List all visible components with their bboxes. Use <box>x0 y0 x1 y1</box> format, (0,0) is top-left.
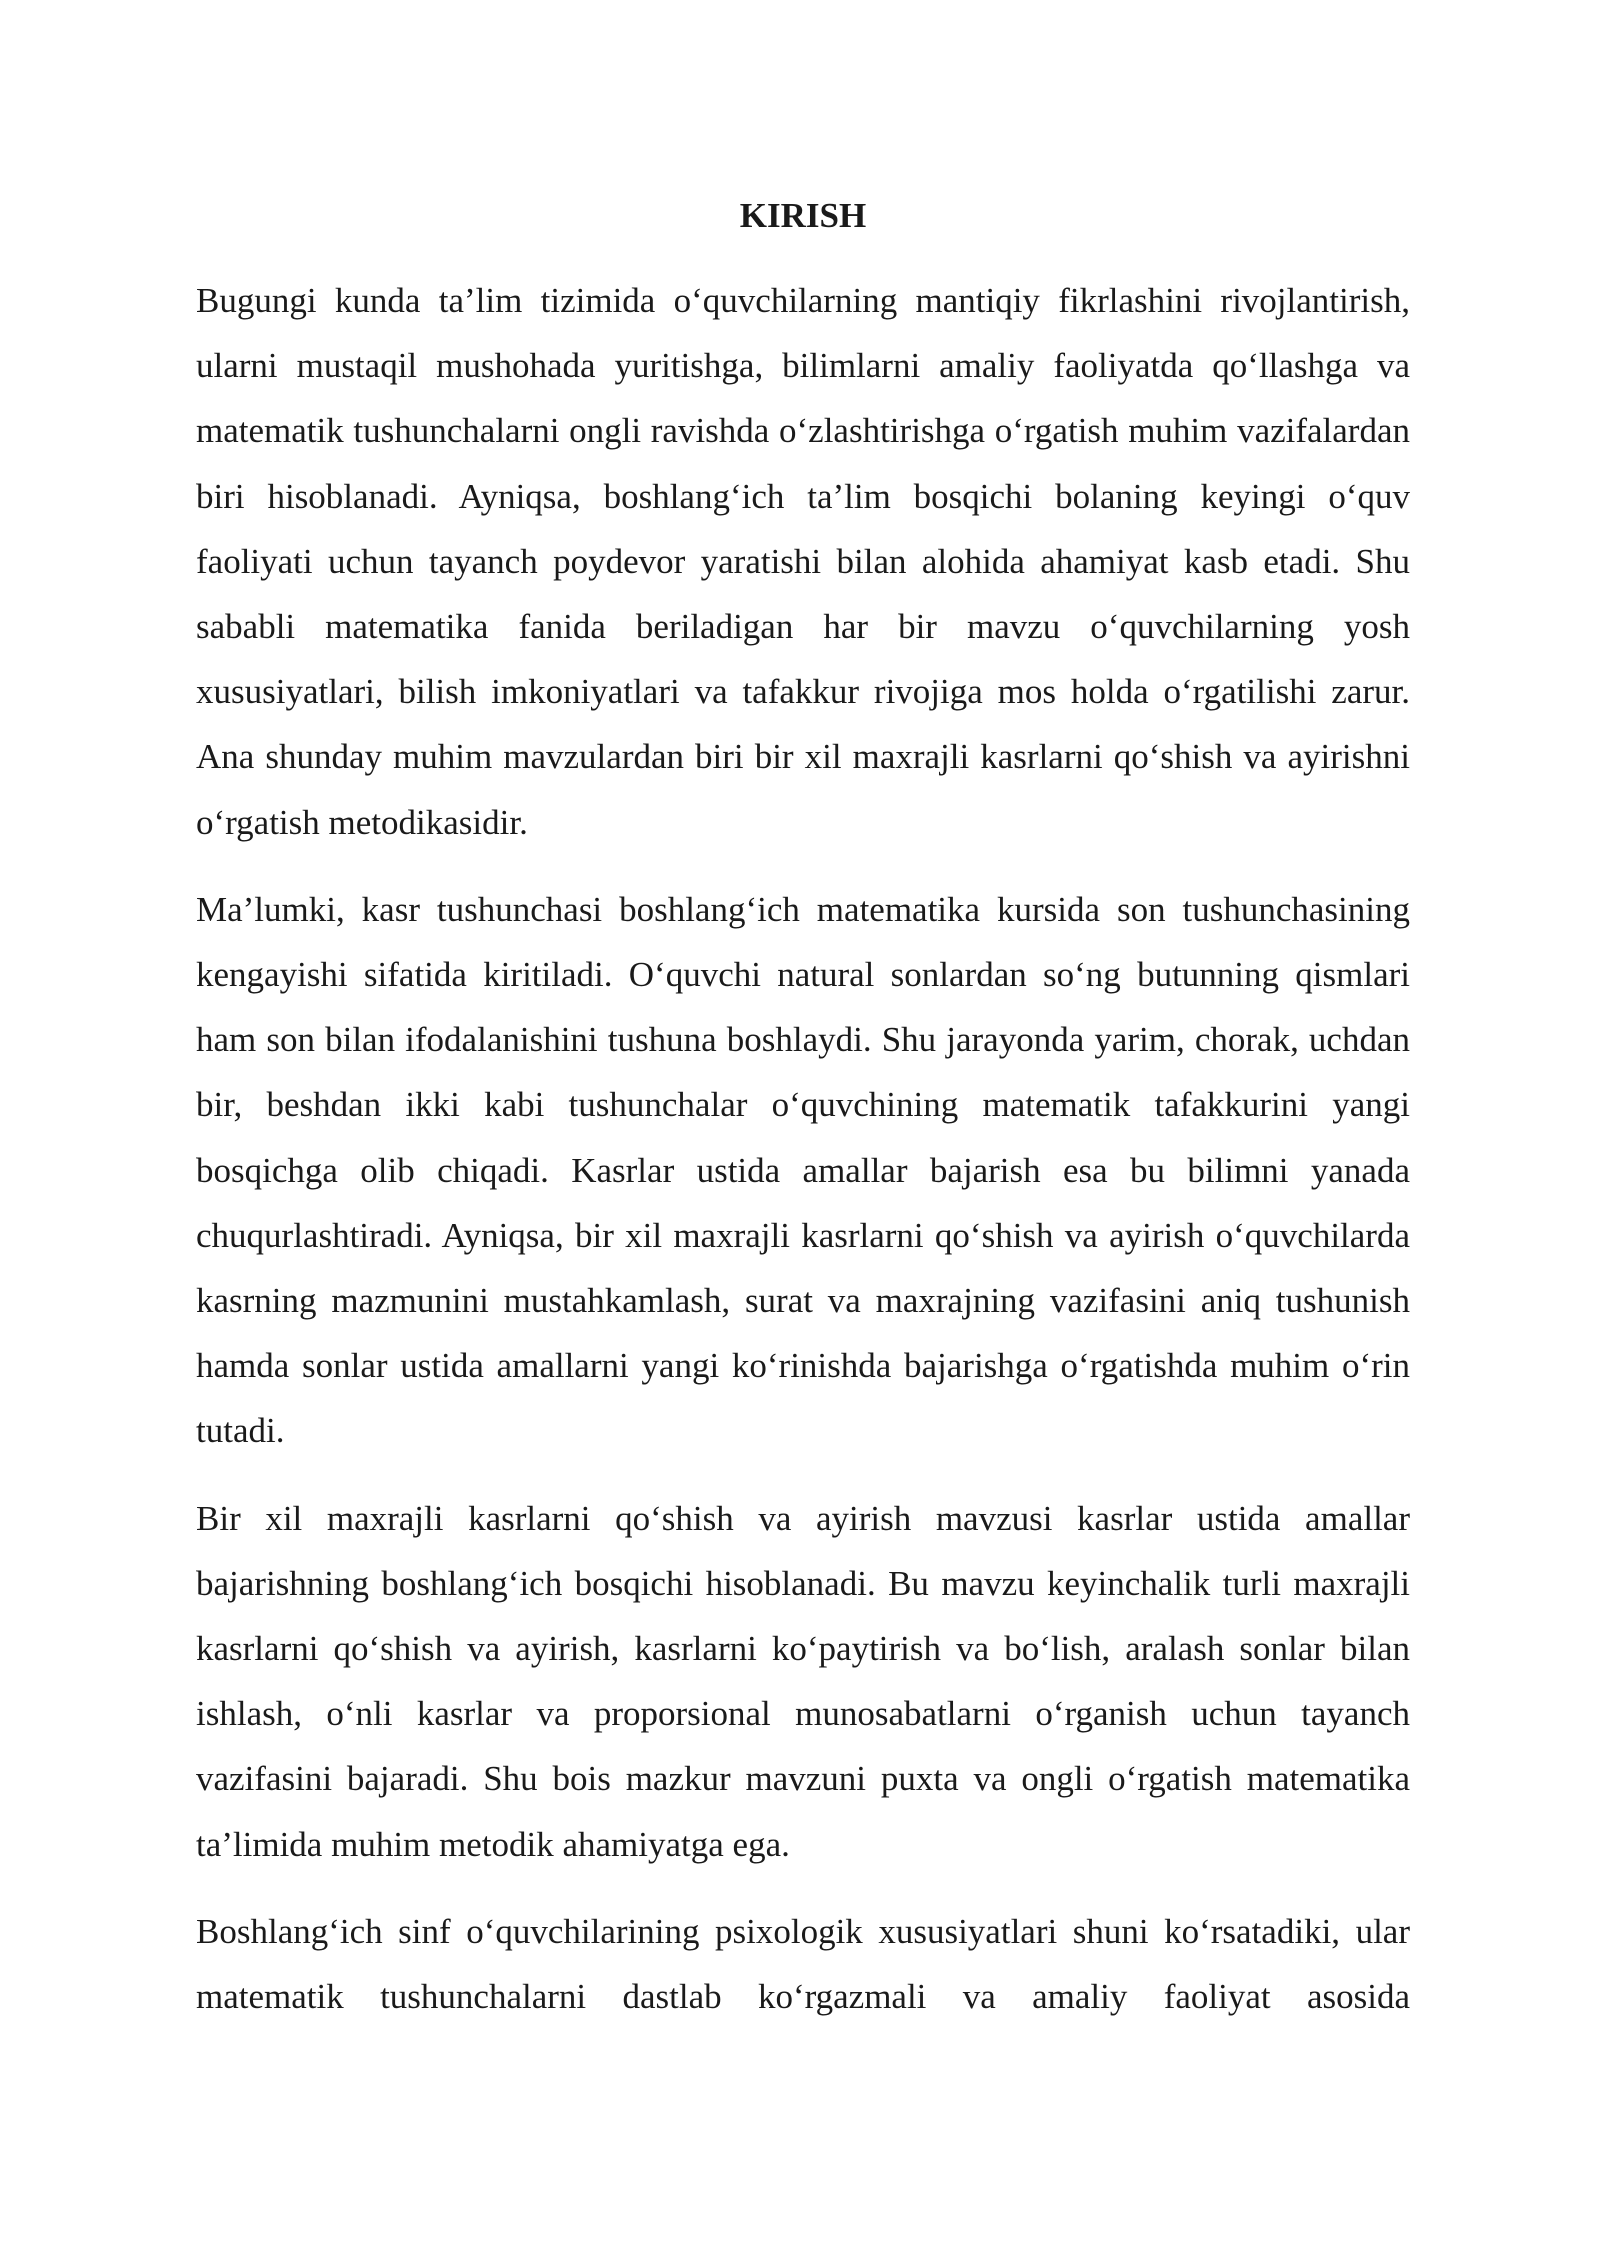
document-body <box>196 190 1410 2029</box>
paragraph-1: Bugungi kunda ta’lim tizimida o‘quvchilarning mantiqiy fikrlashini rivojlantirish, ularni mustaqil mushohada yuritishga, bilimlarni amaliy faoliyatda qo‘llashga va matematik tushunchalarni ongli ravishda o‘zlashtirishga o‘rgatish muhim vazifalardan biri hisoblanadi. Ayniqsa, boshlang‘ich ta’lim bosqichi bolaning keyingi o‘quv faoliyati uchun tayanch poydevor yaratishi bilan alohida ahamiyat kasb etadi. Shu sababli matematika fanida beriladigan har bir mavzu o‘quvchilarning yosh xususiyatlari, bilish imkoniyatlari va tafakkur rivojiga mos holda o‘rgatilishi zarur. Ana shunday muhim mavzulardan biri bir xil maxrajli kasrlarni qo‘shish va ayirishni o‘rgatish metodikasidir. <box>196 281 1410 842</box>
paragraph-4: Boshlang‘ich sinf o‘quvchilarining psixologik xususiyatlari shuni ko‘rsatadiki, ular matematik tushunchalarni dastlab ko‘rgazmali va amaliy faoliyat asosida <box>196 1911 1410 2017</box>
page-title: KIRISH <box>739 196 867 235</box>
paragraph-3: Bir xil maxrajli kasrlarni qo‘shish va ayirish mavzusi kasrlar ustida amallar bajarishning boshlang‘ich bosqichi hisoblanadi. Bu mavzu keyinchalik turli maxrajli kasrlarni qo‘shish va ayirish, kasrlarni ko‘paytirish va bo‘lish, aralash sonlar bilan ishlash, o‘nli kasrlar va proporsional munosabatlarni o‘rganish uchun tayanch vazifasini bajaradi. Shu bois mazkur mavzuni puxta va ongli o‘rgatish matematika ta’limida muhim metodik ahamiyatga ega. <box>196 1498 1410 1864</box>
paragraph-2: Ma’lumki, kasr tushunchasi boshlang‘ich matematika kursida son tushunchasining kengayishi sifatida kiritiladi. O‘quvchi natural sonlardan so‘ng butunning qismlari ham son bilan ifodalanishini tushuna boshlaydi. Shu jarayonda yarim, chorak, uchdan bir, beshdan ikki kabi tushunchalar o‘quvchining matematik tafakkurini yangi bosqichga olib chiqadi. Kasrlar ustida amallar bajarish esa bu bilimni yanada chuqurlashtiradi. Ayniqsa, bir xil maxrajli kasrlarni qo‘shish va ayirish o‘quvchilarda kasrning mazmunini mustahkamlash, surat va maxrajning vazifasini aniq tushunish hamda sonlar ustida amallarni yangi ko‘rinishda bajarishga o‘rgatishda muhim o‘rin tutadi. <box>196 889 1410 1451</box>
